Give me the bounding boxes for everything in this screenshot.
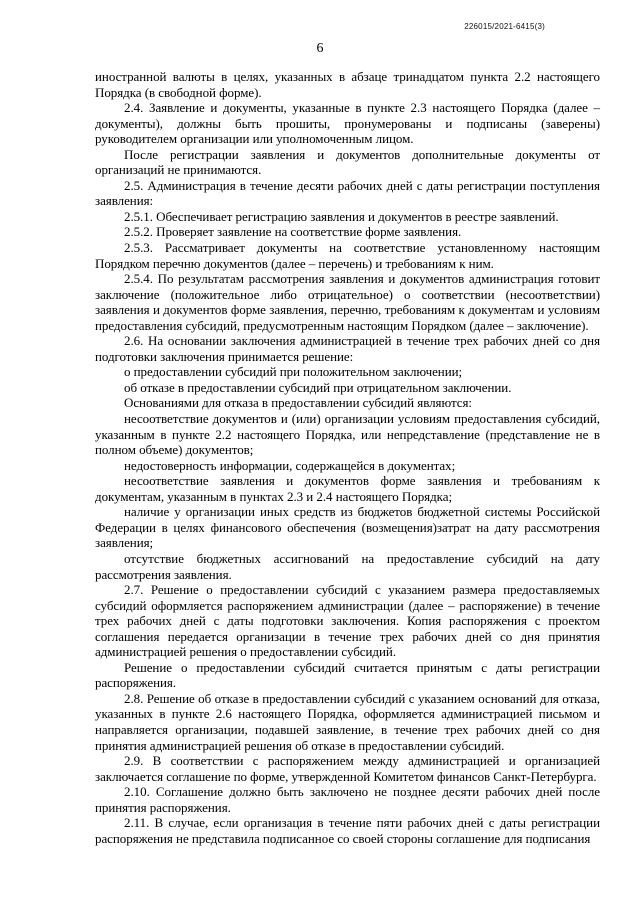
- paragraph: 2.4. Заявление и документы, указанные в пункте 2.3 настоящего Порядка (далее – документы), должны быть прошиты, пронумерованы и подписаны (заверены) руководителем организации или уполномоченным лицом.: [95, 100, 600, 147]
- paragraph: о предоставлении субсидий при положительном заключении;: [124, 364, 463, 380]
- paragraph: наличие у организации иных средств из бюджетов бюджетной системы Российской Федерации в целях финансового обеспечения (возмещения)затрат на дату рассмотрения заявления;: [95, 504, 600, 551]
- paragraph: 2.5.3. Рассматривает документы на соответствие установленному настоящим Порядком перечню документов (далее – перечень) и требованиям к ним.: [95, 240, 600, 271]
- paragraph: об отказе в предоставлении субсидий при отрицательном заключении.: [124, 379, 512, 395]
- paragraph: 2.8. Решение об отказе в предоставлении субсидий с указанием оснований для отказа, указанных в пункте 2.6 настоящего Порядка, оформляется администрацией письмом и направляется организации, подавшей заявление, в течение трех рабочих дней со дня принятия администрацией решения об отказе в предоставлении субсидий.: [95, 690, 600, 753]
- paragraph: недостоверность информации, содержащейся в документах;: [124, 457, 456, 473]
- paragraph: отсутствие бюджетных ассигнований на предоставление субсидий на дату рассмотрения заявления.: [95, 550, 600, 582]
- paragraph: Решение о предоставлении субсидий считается принятым с даты регистрации распоряжения.: [95, 659, 600, 691]
- paragraph: 2.5.4. По результатам рассмотрения заявления и документов администрация готовит заключение (положительное либо отрицательное) о соответствии (несоответствии) заявления и документов форме заявления, перечню, требованиям к документам и условиям предоставления субсидий, предусмотренным настоящим Порядком (далее – заключение).: [95, 271, 600, 333]
- paragraph: 2.10. Соглашение должно быть заключено не позднее десяти рабочих дней после принятия распоряжения.: [95, 784, 600, 815]
- paragraph: 2.7. Решение о предоставлении субсидий с указанием размера предоставляемых субсидий оформляется распоряжением администрации (далее – распоряжение) в течение трех рабочих дней с даты подготовки заключения. Копия распоряжения с проектом соглашения передается организации в течение трех рабочих дней со дня принятия администрацией решения о предоставлении субсидий.: [95, 582, 600, 660]
- paragraph: 2.9. В соответствии с распоряжением между администрацией и организацией заключается соглашение по форме, утвержденной Комитетом финансов Санкт-Петербурга.: [95, 753, 600, 784]
- paragraph: несоответствие документов и (или) организации условиям предоставления субсидий, указанным в пункте 2.2 настоящего Порядка, или непредставление (представление не в полном объеме) документов;: [95, 411, 600, 458]
- paragraph: 2.6. На основании заключения администрацией в течение трех рабочих дней со дня подготовки заключения принимается решение:: [95, 333, 600, 364]
- paragraph: 2.5. Администрация в течение десяти рабочих дней с даты регистрации поступления заявления:: [95, 177, 600, 209]
- paragraph: несоответствие заявления и документов форме заявления и требованиям к документам, указанным в пунктах 2.3 и 2.4 настоящего Порядка;: [95, 473, 600, 504]
- document-code: 226015/2021-6415(3): [464, 22, 545, 31]
- paragraph: 2.5.1. Обеспечивает регистрацию заявления и документов в реестре заявлений.: [124, 208, 559, 224]
- paragraph: Основаниями для отказа в предоставлении субсидий являются:: [124, 395, 472, 411]
- page-number: 6: [316, 41, 324, 56]
- document-body: [95, 69, 600, 846]
- paragraph: 2.5.2. Проверяет заявление на соответствие форме заявления.: [124, 224, 462, 240]
- paragraph: иностранной валюты в целях, указанных в абзаце тринадцатом пункта 2.2 настоящего Порядка (в свободной форме).: [95, 69, 600, 100]
- paragraph: 2.11. В случае, если организация в течение пяти рабочих дней с даты регистрации распоряжения не представила подписанное со своей стороны соглашение для подписания: [95, 815, 600, 846]
- paragraph: После регистрации заявления и документов дополнительные документы от организаций не принимаются.: [95, 146, 600, 178]
